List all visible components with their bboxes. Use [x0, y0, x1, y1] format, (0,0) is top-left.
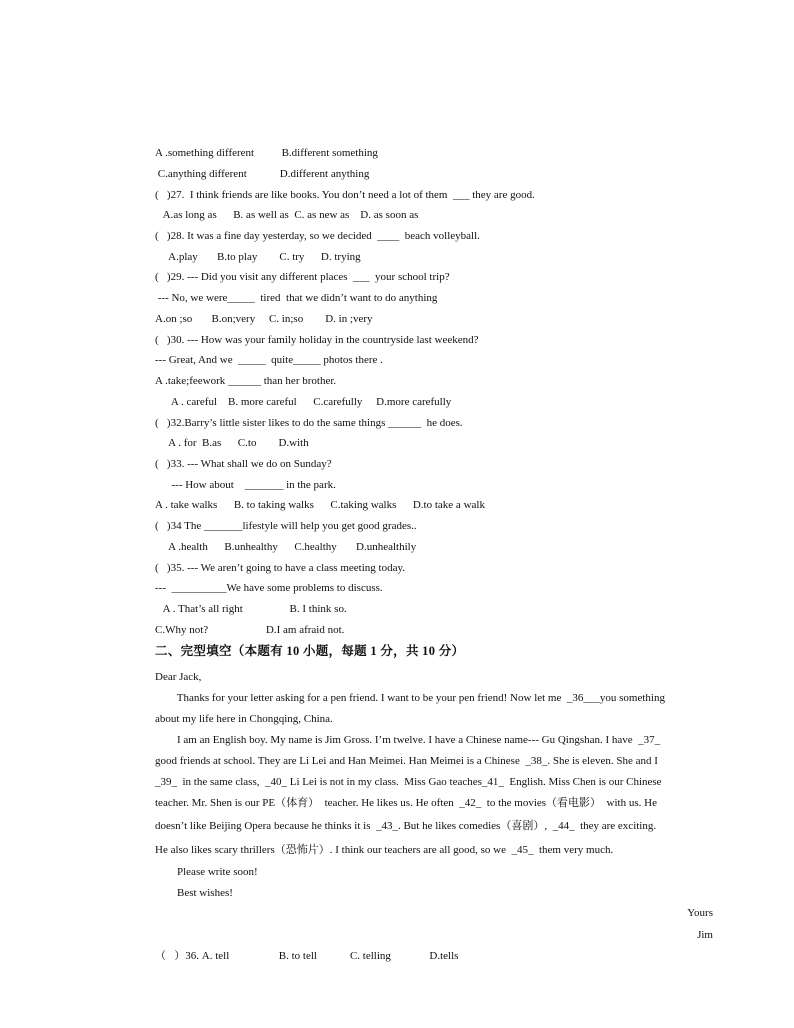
letter-line: Thanks for your letter asking for a pen friend. I want to be your pen friend! Now let me _36___you something	[155, 692, 665, 704]
letter-closing: Yours	[687, 907, 713, 919]
question-29: ( )29. --- Did you visit any different places ___ your school trip?	[155, 271, 450, 283]
dialogue-line: --- No, we were_____ tired that we didn’t want to do anything	[155, 292, 438, 304]
dialogue-line: --- __________We have some problems to discuss.	[155, 582, 383, 594]
question-33: ( )33. --- What shall we do on Sunday?	[155, 458, 332, 470]
option-line: A . for B.as C.to D.with	[155, 437, 309, 449]
letter-line: teacher. Mr. Shen is our PE（体育） teacher. He likes us. He often _42_ to the movies（看电影） with us. He	[155, 797, 657, 809]
section-heading: 二、完型填空（本题有 10 小题，每题 1 分，共 10 分）	[155, 644, 465, 658]
question-27: ( )27. I think friends are like books. You don’t need a lot of them ___ they are good.	[155, 189, 535, 201]
option-line: A.on ;so B.on;very C. in;so D. in ;very	[155, 313, 373, 325]
question-34: ( )34 The _______lifestyle will help you get good grades..	[155, 520, 417, 532]
question-36: （ ）36. A. tell B. to tell C. telling D.tells	[155, 950, 459, 962]
letter-line: good friends at school. They are Li Lei and Han Meimei. Han Meimei is a Chinese _38_. She is eleven. She and I	[155, 755, 658, 767]
option-line: A .take;feework ______ than her brother.	[155, 375, 337, 387]
dialogue-line: --- How about _______ in the park.	[155, 479, 336, 491]
option-line: A .health B.unhealthy C.healthy D.unhealthily	[155, 541, 417, 553]
option-line: A . That’s all right B. I think so.	[155, 603, 347, 615]
letter-signature: Jim	[697, 929, 713, 941]
dialogue-line: --- Great, And we _____ quite_____ photos there .	[155, 354, 383, 366]
letter-line: about my life here in Chongqing, China.	[155, 713, 333, 725]
option-line: A . take walks B. to taking walks C.taking walks D.to take a walk	[155, 499, 485, 511]
letter-line: _39_ in the same class, _40_ Li Lei is not in my class. Miss Gao teaches_41_ English. Miss Chen is our Chinese	[155, 776, 662, 788]
question-32: ( )32.Barry’s little sister likes to do the same things ______ he does.	[155, 417, 463, 429]
letter-salutation: Dear Jack,	[155, 671, 202, 683]
option-line: A.as long as B. as well as C. as new as D. as soon as	[155, 209, 419, 221]
letter-line: doesn’t like Beijing Opera because he thinks it is _43_. But he likes comedies（喜剧）, _44_ they are exciting.	[155, 820, 657, 832]
option-line: A.play B.to play C. try D. trying	[155, 251, 361, 263]
letter-line: He also likes scary thrillers（恐怖片）. I think our teachers are all good, so we _45_ them very much.	[155, 844, 614, 856]
letter-line: I am an English boy. My name is Jim Gross. I’m twelve. I have a Chinese name--- Gu Qingshan. I have _37_	[155, 734, 661, 746]
option-line: A .something different B.different something	[155, 147, 378, 159]
question-30: ( )30. --- How was your family holiday in the countryside last weekend?	[155, 334, 479, 346]
option-line: A . careful B. more careful C.carefully D.more carefully	[155, 396, 452, 408]
question-35: ( )35. --- We aren’t going to have a class meeting today.	[155, 562, 405, 574]
option-line: C.anything different D.different anything	[155, 168, 370, 180]
letter-line: Best wishes!	[155, 887, 233, 899]
letter-line: Please write soon!	[155, 866, 258, 878]
question-28: ( )28. It was a fine day yesterday, so we decided ____ beach volleyball.	[155, 230, 480, 242]
option-line: C.Why not? D.I am afraid not.	[155, 624, 345, 636]
